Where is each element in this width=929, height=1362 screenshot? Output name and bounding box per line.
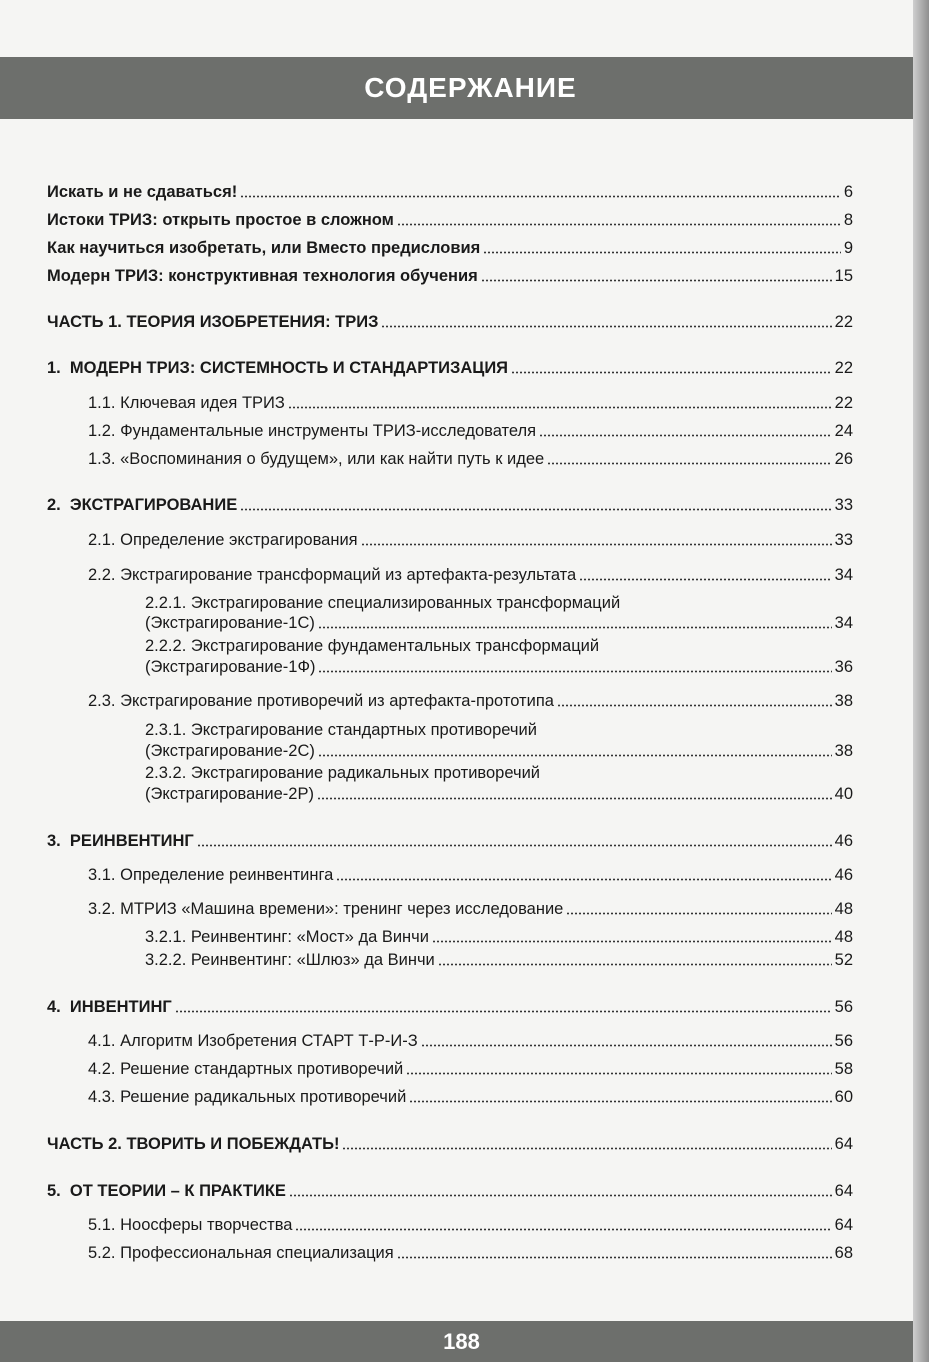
leader-dots xyxy=(288,406,832,409)
toc-entry[interactable] xyxy=(145,926,853,948)
toc-entry-page: 22 xyxy=(834,359,853,377)
toc-entry[interactable] xyxy=(145,656,853,678)
toc-entry-page: 56 xyxy=(834,1032,853,1050)
leader-dots xyxy=(381,325,831,328)
toc-entry-page: 34 xyxy=(834,566,853,584)
toc-entry-page: 22 xyxy=(834,313,853,331)
toc-entry-page: 38 xyxy=(834,742,853,760)
toc-entry-page: 26 xyxy=(834,450,853,468)
toc-chapter-heading[interactable] xyxy=(47,1180,853,1202)
toc-entry-title: 2.3. Экстрагирование противоречий из артефакта-прототипа xyxy=(88,692,554,710)
toc-entry[interactable] xyxy=(88,690,853,712)
toc-entry[interactable] xyxy=(145,783,853,805)
leader-dots xyxy=(336,878,831,881)
toc-entry-title: Искать и не сдаваться! xyxy=(47,183,238,201)
toc-entry[interactable] xyxy=(145,949,853,971)
toc-entry-title: 1.2. Фундаментальные инструменты ТРИЗ-исследователя xyxy=(88,422,537,440)
toc-entry-page: 15 xyxy=(834,267,853,285)
toc-entry[interactable] xyxy=(88,448,853,470)
toc-entry-title: 1. МОДЕРН ТРИЗ: СИСТЕМНОСТЬ И СТАНДАРТИЗАЦИЯ xyxy=(47,359,509,377)
toc-entry-title: (Экстрагирование-1С) xyxy=(145,614,315,632)
toc-entry[interactable] xyxy=(88,1086,853,1108)
leader-dots xyxy=(481,279,832,282)
toc-chapter-heading[interactable] xyxy=(47,996,853,1018)
toc-part-heading[interactable] xyxy=(47,311,853,333)
toc-entry-title: ЧАСТЬ 2. ТВОРИТЬ И ПОБЕЖДАТЬ! xyxy=(47,1135,340,1153)
toc-entry[interactable] xyxy=(88,1242,853,1264)
toc-entry-title: Как научиться изобретать, или Вместо предисловия xyxy=(47,239,481,257)
leader-dots xyxy=(483,251,841,254)
toc-entry-title: ЧАСТЬ 1. ТЕОРИЯ ИЗОБРЕТЕНИЯ: ТРИЗ xyxy=(47,313,379,331)
leader-dots xyxy=(318,754,832,757)
toc-entry-title: (Экстрагирование-2Р) xyxy=(145,785,314,803)
toc-entry-page: 24 xyxy=(834,422,853,440)
toc-entry-title: 4.2. Решение стандартных противоречий xyxy=(88,1060,404,1078)
toc-entry-title: 2.2. Экстрагирование трансформаций из артефакта-результата xyxy=(88,566,577,584)
leader-dots xyxy=(547,462,831,465)
leader-dots xyxy=(432,940,832,943)
toc-entry-title: Истоки ТРИЗ: открыть простое в сложном xyxy=(47,211,394,229)
toc-entry[interactable] xyxy=(145,612,853,634)
toc-entry-title: (Экстрагирование-1Ф) xyxy=(145,658,316,676)
leader-dots xyxy=(175,1010,832,1013)
toc-entry[interactable] xyxy=(145,740,853,762)
toc-entry[interactable] xyxy=(47,181,853,203)
toc-entry-page: 33 xyxy=(834,531,853,549)
toc-entry-page: 48 xyxy=(834,928,853,946)
toc-entry-title: 4.1. Алгоритм Изобретения СТАРТ Т-Р-И-З xyxy=(88,1032,418,1050)
toc-entry[interactable] xyxy=(47,237,853,259)
toc-entry[interactable] xyxy=(88,864,853,886)
leader-dots xyxy=(342,1147,831,1150)
toc-entry-page: 56 xyxy=(834,998,853,1016)
toc-subentry-line1: 2.2.1. Экстрагирование специализированных трансформаций xyxy=(145,594,621,612)
toc-entry[interactable] xyxy=(88,898,853,920)
toc-entry-page: 9 xyxy=(843,239,853,257)
toc-chapter-heading[interactable] xyxy=(47,357,853,379)
toc-entry-title: 3.2.2. Реинвентинг: «Шлюз» да Винчи xyxy=(145,951,435,969)
toc-entry-page: 46 xyxy=(834,832,853,850)
toc-part-heading[interactable] xyxy=(47,1133,853,1155)
toc-entry[interactable] xyxy=(88,564,853,586)
toc-entry-title: Модерн ТРИЗ: конструктивная технология обучения xyxy=(47,267,478,285)
footer-bar xyxy=(0,1321,913,1362)
page-number: 188 xyxy=(443,1328,480,1354)
toc-entry-title: 5.1. Ноосферы творчества xyxy=(88,1216,293,1234)
toc-entry-title: 3.2.1. Реинвентинг: «Мост» да Винчи xyxy=(145,928,429,946)
leader-dots xyxy=(397,1256,832,1259)
toc-entry-title: 5. ОТ ТЕОРИИ – К ПРАКТИКЕ xyxy=(47,1182,286,1200)
leader-dots xyxy=(539,434,832,437)
toc-entry-title: 2. ЭКСТРАГИРОВАНИЕ xyxy=(47,496,238,514)
leader-dots xyxy=(579,578,831,581)
toc-chapter-heading[interactable] xyxy=(47,830,853,852)
leader-dots xyxy=(566,912,831,915)
leader-dots xyxy=(197,844,832,847)
toc-entry[interactable] xyxy=(47,265,853,287)
toc-entry[interactable] xyxy=(88,392,853,414)
toc-entry-title: 4.3. Решение радикальных противоречий xyxy=(88,1088,407,1106)
toc-entry-page: 8 xyxy=(843,211,853,229)
toc-entry-page: 34 xyxy=(834,614,853,632)
toc-entry-title: 3.1. Определение реинвентинга xyxy=(88,866,334,884)
leader-dots xyxy=(295,1228,831,1231)
toc-entry-page: 40 xyxy=(834,785,853,803)
toc-entry-page: 38 xyxy=(834,692,853,710)
toc-entry-page: 68 xyxy=(834,1244,853,1262)
leader-dots xyxy=(240,195,841,198)
toc-entry-page: 60 xyxy=(834,1088,853,1106)
leader-dots xyxy=(409,1100,831,1103)
toc-entry-page: 22 xyxy=(834,394,853,412)
toc-entry[interactable] xyxy=(88,420,853,442)
toc-entry-title: (Экстрагирование-2С) xyxy=(145,742,315,760)
leader-dots xyxy=(438,963,832,966)
toc-subentry-line1: 2.3.2. Экстрагирование радикальных противоречий xyxy=(145,764,541,782)
leader-dots xyxy=(397,223,841,226)
leader-dots xyxy=(421,1044,832,1047)
toc-entry-page: 64 xyxy=(834,1182,853,1200)
toc-subentry-line1: 2.3.1. Экстрагирование стандартных противоречий xyxy=(145,721,537,739)
toc-entry-page: 52 xyxy=(834,951,853,969)
toc-entry-title: 5.2. Профессиональная специализация xyxy=(88,1244,394,1262)
toc-entry-title: 1.3. «Воспоминания о будущем», или как найти путь к идее xyxy=(88,450,545,468)
toc-entry[interactable] xyxy=(88,1058,853,1080)
leader-dots xyxy=(289,1194,832,1197)
toc-subentry-line1: 2.2.2. Экстрагирование фундаментальных трансформаций xyxy=(145,637,600,655)
leader-dots xyxy=(406,1072,831,1075)
toc-entry-page: 64 xyxy=(834,1216,853,1234)
toc-entry-page: 33 xyxy=(834,496,853,514)
toc-entry-page: 6 xyxy=(843,183,853,201)
toc-entry-page: 46 xyxy=(834,866,853,884)
toc-entry[interactable] xyxy=(88,529,853,551)
leader-dots xyxy=(240,508,831,511)
toc-entry-title: 3. РЕИНВЕНТИНГ xyxy=(47,832,194,850)
leader-dots xyxy=(511,371,832,374)
toc-entry-page: 48 xyxy=(834,900,853,918)
leader-dots xyxy=(318,626,832,629)
leader-dots xyxy=(318,670,831,673)
toc-entry-title: 2.1. Определение экстрагирования xyxy=(88,531,358,549)
leader-dots xyxy=(557,704,832,707)
toc-entry[interactable] xyxy=(88,1030,853,1052)
page-edge-shadow xyxy=(913,0,929,1362)
toc-chapter-heading[interactable] xyxy=(47,494,853,516)
toc-entry-title: 3.2. МТРИЗ «Машина времени»: тренинг через исследование xyxy=(88,900,564,918)
toc-entry-page: 64 xyxy=(834,1135,853,1153)
leader-dots xyxy=(361,543,832,546)
toc-entry-title: 4. ИНВЕНТИНГ xyxy=(47,998,172,1016)
toc-entry-title: 1.1. Ключевая идея ТРИЗ xyxy=(88,394,285,412)
toc-entry-page: 58 xyxy=(834,1060,853,1078)
toc-entry-page: 36 xyxy=(834,658,853,676)
leader-dots xyxy=(317,797,832,800)
toc-entry[interactable] xyxy=(47,209,853,231)
page-title: СОДЕРЖАНИЕ xyxy=(364,72,577,103)
toc-entry[interactable] xyxy=(88,1214,853,1236)
